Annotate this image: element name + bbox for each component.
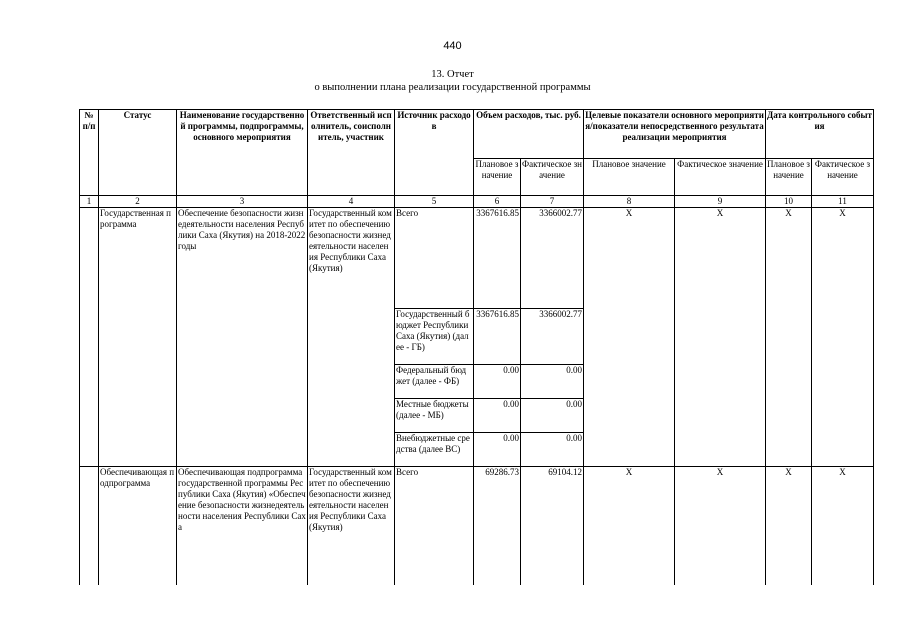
row-num-cell xyxy=(80,467,99,586)
row-planned-cell: 3367616.85 xyxy=(474,309,521,365)
table-row xyxy=(80,467,874,586)
header-date-actual: Фактическое значение xyxy=(812,159,874,196)
header-control-date: Дата контрольного события xyxy=(766,110,874,159)
row-planned-cell: 0.00 xyxy=(474,399,521,433)
column-number: 4 xyxy=(308,196,395,208)
column-number: 6 xyxy=(474,196,521,208)
row-source-cell: Государственный бюджет Республики Саха (Якутия) (далее - ГБ) xyxy=(395,309,474,365)
row-name-cell: Обеспечение безопасности жизнедеятельности населения Республики Саха (Якутия) на 2018-2022 годы xyxy=(177,208,308,467)
row-actual-cell: 69104.12 xyxy=(521,467,584,586)
row-planned-cell: 3367616.85 xyxy=(474,208,521,309)
row-actual-cell: 3366002.77 xyxy=(521,208,584,309)
column-number: 3 xyxy=(177,196,308,208)
row-date-planned-cell: X xyxy=(766,467,812,586)
row-source-cell: Всего xyxy=(395,208,474,309)
row-source-cell: Местные бюджеты (далее - МБ) xyxy=(395,399,474,433)
header-actual: Фактическое значение xyxy=(521,159,584,196)
table-row xyxy=(80,208,874,309)
column-number: 10 xyxy=(766,196,812,208)
row-source-cell: Федеральный бюджет (далее - ФБ) xyxy=(395,365,474,399)
header-expenses: Объем расходов, тыс. руб. xyxy=(474,110,584,159)
header-status: Статус xyxy=(99,110,177,196)
column-number: 9 xyxy=(675,196,766,208)
row-date-planned-cell: X xyxy=(766,208,812,467)
row-actual-cell: 3366002.77 xyxy=(521,309,584,365)
column-number: 7 xyxy=(521,196,584,208)
header-targets: Целевые показатели основного мероприятия/показатели непосредственного результата реализации мероприятия xyxy=(584,110,766,159)
header-name: Наименование государственной программы, подпрограммы, основного мероприятия xyxy=(177,110,308,196)
row-target-actual-cell: X xyxy=(675,208,766,467)
row-actual-cell: 0.00 xyxy=(521,399,584,433)
row-actual-cell: 0.00 xyxy=(521,365,584,399)
row-target-actual-cell: X xyxy=(675,467,766,586)
header-num: № п/п xyxy=(80,110,99,196)
row-status-cell: Обеспечивающая подпрограмма xyxy=(99,467,177,586)
row-planned-cell: 69286.73 xyxy=(474,467,521,586)
row-date-actual-cell: X xyxy=(812,208,874,467)
row-actual-cell: 0.00 xyxy=(521,433,584,467)
row-date-actual-cell: X xyxy=(812,467,874,586)
row-planned-cell: 0.00 xyxy=(474,365,521,399)
row-planned-cell: 0.00 xyxy=(474,433,521,467)
report-title xyxy=(0,68,905,94)
header-row-top xyxy=(80,110,874,159)
column-number: 2 xyxy=(99,196,177,208)
row-name-cell: Обеспечивающая подпрограмма государственной программы Республики Саха (Якутия) «Обеспечение безопасности жизнедеятельности населения Республики Саха xyxy=(177,467,308,586)
header-target-planned: Плановое значение xyxy=(584,159,675,196)
report-title-line1: 13. Отчет xyxy=(431,69,474,80)
row-source-cell: Внебюджетные средства (далее ВС) xyxy=(395,433,474,467)
column-number: 5 xyxy=(395,196,474,208)
row-responsible-cell: Государственный комитет по обеспечению безопасности жизнедеятельности населения Республики Саха (Якутия) xyxy=(308,467,395,586)
row-num-cell xyxy=(80,208,99,467)
row-target-planned-cell: X xyxy=(584,467,675,586)
column-number: 8 xyxy=(584,196,675,208)
header-planned: Плановое значение xyxy=(474,159,521,196)
report-title-line2: о выполнении плана реализации государственной программы xyxy=(314,82,591,93)
row-responsible-cell: Государственный комитет по обеспечению безопасности жизнедеятельности населения Республики Саха (Якутия) xyxy=(308,208,395,467)
header-target-actual: Фактическое значение xyxy=(675,159,766,196)
row-source-cell: Всего xyxy=(395,467,474,586)
page-number: 440 xyxy=(443,40,462,52)
header-source: Источник расходов xyxy=(395,110,474,196)
report-table xyxy=(79,109,874,585)
column-number: 11 xyxy=(812,196,874,208)
column-number-row xyxy=(80,196,874,208)
row-status-cell: Государственная программа xyxy=(99,208,177,467)
column-number: 1 xyxy=(80,196,99,208)
header-responsible: Ответственный исполнитель, соисполнитель, участник xyxy=(308,110,395,196)
row-target-planned-cell: X xyxy=(584,208,675,467)
header-date-planned: Плановое значение xyxy=(766,159,812,196)
